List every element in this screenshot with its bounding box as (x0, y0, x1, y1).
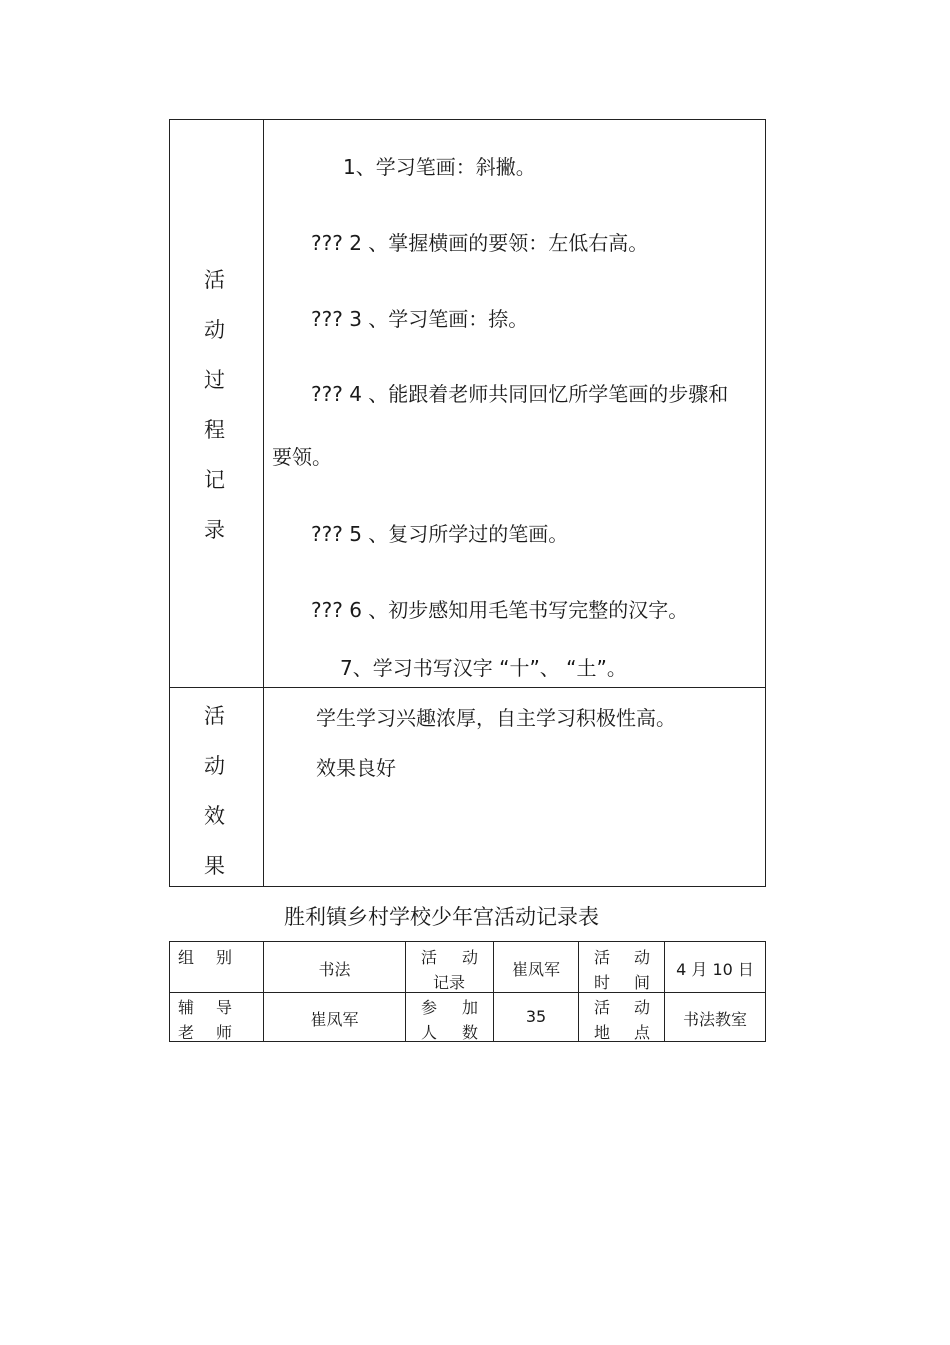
label-char: 动 (634, 998, 651, 1017)
info-table-col-line (765, 941, 766, 1042)
label-char: 参 (421, 998, 438, 1017)
info-table-middle-border (169, 992, 766, 993)
record-value: 崔凤军 (511, 960, 560, 979)
label-char: 过 (204, 368, 225, 392)
label-char: 辅 (178, 998, 195, 1017)
upper-table-divider (263, 119, 264, 887)
upper-table-right-border (765, 119, 766, 887)
process-line: ??? 2 、掌握横画的要领：左低右高。 (311, 231, 649, 255)
process-line: ??? 6 、初步感知用毛笔书写完整的汉字。 (311, 598, 689, 622)
info-table-col-line (578, 941, 579, 1042)
label-char: 记录 (433, 973, 466, 992)
effect-line: 效果良好 (316, 756, 396, 780)
info-table-col-line (169, 941, 170, 1042)
process-line: ??? 3 、学习笔画：捺。 (311, 307, 529, 331)
label-char: 地 (594, 1023, 611, 1042)
label-char: 导 (216, 998, 233, 1017)
time-value: 4 月 10 日 (676, 960, 754, 979)
process-line: ??? 4 、能跟着老师共同回忆所学笔画的步骤和 (311, 382, 729, 406)
label-char: 动 (204, 318, 225, 342)
label-char: 动 (462, 948, 479, 967)
upper-table-left-border (169, 119, 170, 887)
label-char: 动 (634, 948, 651, 967)
label-char: 组 (178, 948, 195, 967)
label-char: 师 (216, 1023, 233, 1042)
label-char: 人 (421, 1023, 438, 1042)
group-value: 书法 (318, 960, 351, 979)
label-char: 活 (421, 948, 438, 967)
process-line: ??? 5 、复习所学过的笔画。 (311, 522, 569, 546)
upper-table-top-border (169, 119, 766, 120)
process-line: 7、学习书写汉字 “十”、 “土”。 (340, 656, 627, 680)
label-char: 录 (204, 518, 225, 542)
upper-table-middle-border (169, 687, 766, 688)
label-char: 数 (462, 1023, 479, 1042)
label-char: 时 (594, 973, 611, 992)
label-char: 老 (178, 1023, 195, 1042)
label-char: 记 (204, 468, 225, 492)
info-table-col-line (405, 941, 406, 1042)
label-char: 间 (634, 973, 651, 992)
label-char: 效 (204, 804, 225, 828)
label-char: 活 (204, 704, 225, 728)
label-char: 动 (204, 754, 225, 778)
label-char: 别 (216, 948, 233, 967)
label-char: 加 (462, 998, 479, 1017)
process-line: 1、学习笔画：斜撇。 (343, 155, 536, 179)
count-value: 35 (525, 1007, 547, 1026)
info-table-top-border (169, 941, 766, 942)
label-char: 点 (634, 1023, 651, 1042)
process-line: 要领。 (272, 445, 332, 469)
upper-table-bottom-border (169, 886, 766, 887)
label-char: 活 (594, 948, 611, 967)
label-char: 活 (594, 998, 611, 1017)
effect-line: 学生学习兴趣浓厚，自主学习积极性高。 (316, 706, 676, 730)
label-char: 活 (204, 268, 225, 292)
label-char: 程 (204, 418, 225, 442)
place-value: 书法教室 (682, 1010, 747, 1029)
label-char: 果 (204, 854, 225, 878)
form-title: 胜利镇乡村学校少年宫活动记录表 (284, 905, 599, 929)
teacher-value: 崔凤军 (310, 1010, 359, 1029)
